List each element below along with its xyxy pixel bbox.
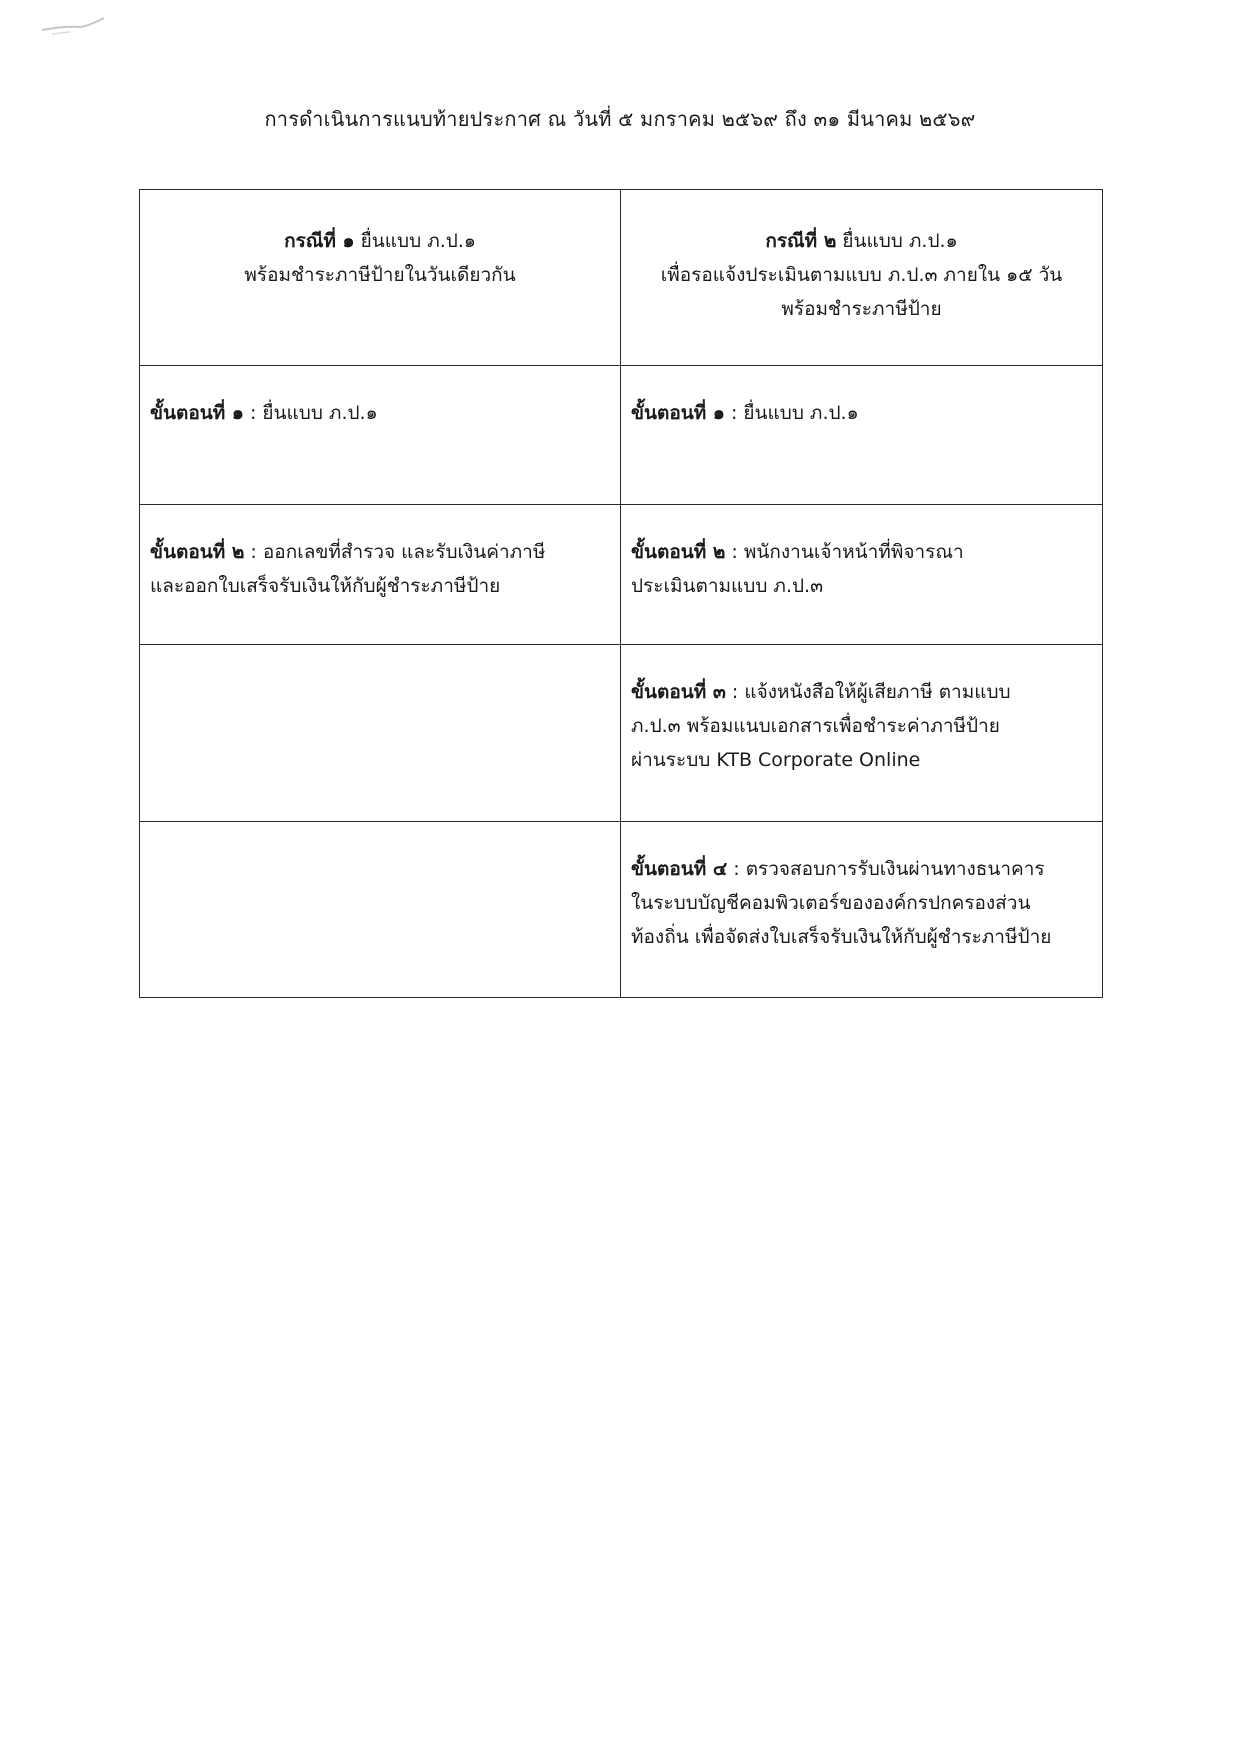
case-2-form: ยื่นแบบ ภ.ป.๑ <box>836 230 958 252</box>
case-2-description: เพื่อรอแจ้งประเมินตามแบบ ภ.ป.๓ ภายใน ๑๕ วัน <box>660 264 1063 286</box>
case-1-step-1-cell <box>140 366 621 505</box>
step-text: : ยื่นแบบ ภ.ป.๑ <box>724 402 859 424</box>
scan-artifact <box>40 14 106 38</box>
step-text: : ยื่นแบบ ภ.ป.๑ <box>243 402 378 424</box>
case-2-header-cell <box>621 190 1103 366</box>
step-text-continued: ผ่านระบบ KTB Corporate Online <box>631 749 921 771</box>
table-row <box>140 822 1103 998</box>
case-2-step-3-cell <box>621 645 1103 822</box>
case-1-header-line <box>150 224 610 258</box>
step-label: ขั้นตอนที่ ๒ <box>631 541 726 563</box>
step-label: ขั้นตอนที่ ๑ <box>150 402 244 424</box>
step-text: : ตรวจสอบการรับเงินผ่านทางธนาคาร <box>727 858 1045 880</box>
step-text-continued: ประเมินตามแบบ ภ.ป.๓ <box>631 575 824 597</box>
table-row <box>140 366 1103 505</box>
case-2-step-4-cell <box>621 822 1103 998</box>
case-2-header-line <box>631 224 1092 258</box>
case-1-step-2-cell <box>140 505 621 645</box>
step-label: ขั้นตอนที่ ๓ <box>631 681 726 703</box>
step-text-continued: ท้องถิ่น เพื่อจัดส่งใบเสร็จรับเงินให้กับผู้ชำระภาษีป้าย <box>631 926 1052 948</box>
case-2-description-2: พร้อมชำระภาษีป้าย <box>781 298 942 320</box>
step-label: ขั้นตอนที่ ๒ <box>150 541 245 563</box>
step-text: : ออกเลขที่สำรวจ และรับเงินค่าภาษี <box>244 541 546 563</box>
step-text: : พนักงานเจ้าหน้าที่พิจารณา <box>725 541 964 563</box>
step-label: ขั้นตอนที่ ๑ <box>631 402 725 424</box>
step-text: : แจ้งหนังสือให้ผู้เสียภาษี ตามแบบ <box>725 681 1011 703</box>
case-1-empty-cell <box>140 645 621 822</box>
table-row <box>140 645 1103 822</box>
page-title: การดำเนินการแนบท้ายประกาศ ณ วันที่ ๕ มกราคม ๒๕๖๙ ถึง ๓๑ มีนาคม ๒๕๖๙ <box>264 107 976 131</box>
case-2-step-2-cell <box>621 505 1103 645</box>
case-1-empty-cell <box>140 822 621 998</box>
table-row <box>140 505 1103 645</box>
step-text-continued: ในระบบบัญชีคอมพิวเตอร์ขององค์กรปกครองส่วน <box>631 892 1031 914</box>
case-1-description: พร้อมชำระภาษีป้ายในวันเดียวกัน <box>244 264 516 286</box>
step-label: ขั้นตอนที่ ๔ <box>631 858 728 880</box>
case-2-label: กรณีที่ ๒ <box>765 230 837 252</box>
procedure-table <box>139 189 1103 998</box>
case-1-label: กรณีที่ ๑ <box>284 230 355 252</box>
case-1-header-cell <box>140 190 621 366</box>
step-text-continued: และออกใบเสร็จรับเงินให้กับผู้ชำระภาษีป้าย <box>150 575 501 597</box>
case-1-form: ยื่นแบบ ภ.ป.๑ <box>354 230 476 252</box>
case-2-step-1-cell <box>621 366 1103 505</box>
step-text-continued: ภ.ป.๓ พร้อมแนบเอกสารเพื่อชำระค่าภาษีป้าย <box>631 715 1000 737</box>
table-header-row <box>140 190 1103 366</box>
